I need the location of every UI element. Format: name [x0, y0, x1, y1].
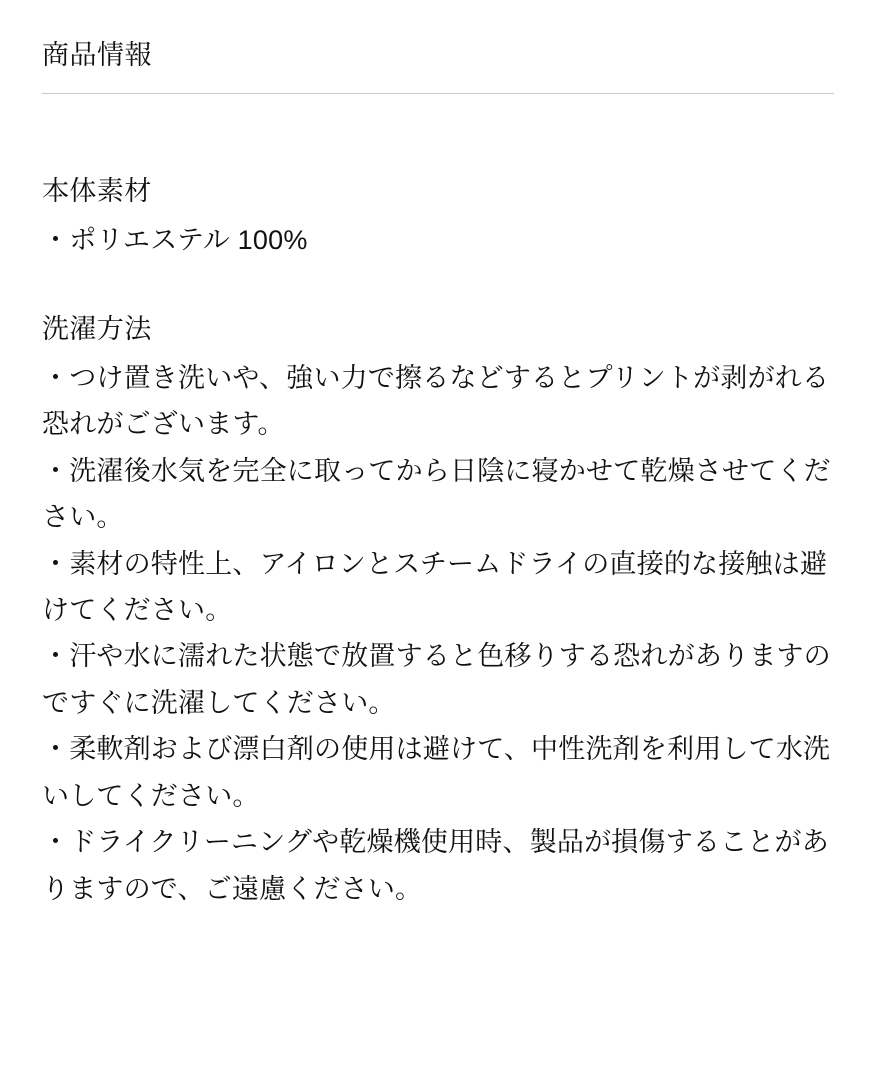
title-divider [42, 93, 834, 94]
washing-line: ・つけ置き洗いや、強い力で擦るなどするとプリントが剥がれる恐れがございます。 [42, 362, 830, 440]
page-title: 商品情報 [42, 40, 152, 70]
washing-block [42, 310, 833, 912]
material-block [42, 172, 833, 264]
washing-line: ・ドライクリーニングや乾燥機使用時、製品が損傷することがありますので、ご遠慮ください。 [42, 827, 829, 904]
washing-line: ・汗や水に濡れた状態で放置すると色移りする恐れがありますのですぐに洗濯してください。 [42, 641, 831, 718]
material-heading: 本体素材 [42, 176, 152, 207]
washing-line: ・柔軟剤および漂白剤の使用は避けて、中性洗剤を利用して水洗いしてください。 [42, 734, 831, 811]
washing-line: ・洗濯後水気を完全に取ってから日陰に寝かせて乾燥させてください。 [42, 455, 831, 533]
washing-heading: 洗濯方法 [42, 313, 152, 344]
washing-line: ・素材の特性上、アイロンとスチームドライの直接的な接触は避けてください。 [42, 548, 828, 625]
material-line: ・ポリエステル 100% [42, 225, 308, 256]
